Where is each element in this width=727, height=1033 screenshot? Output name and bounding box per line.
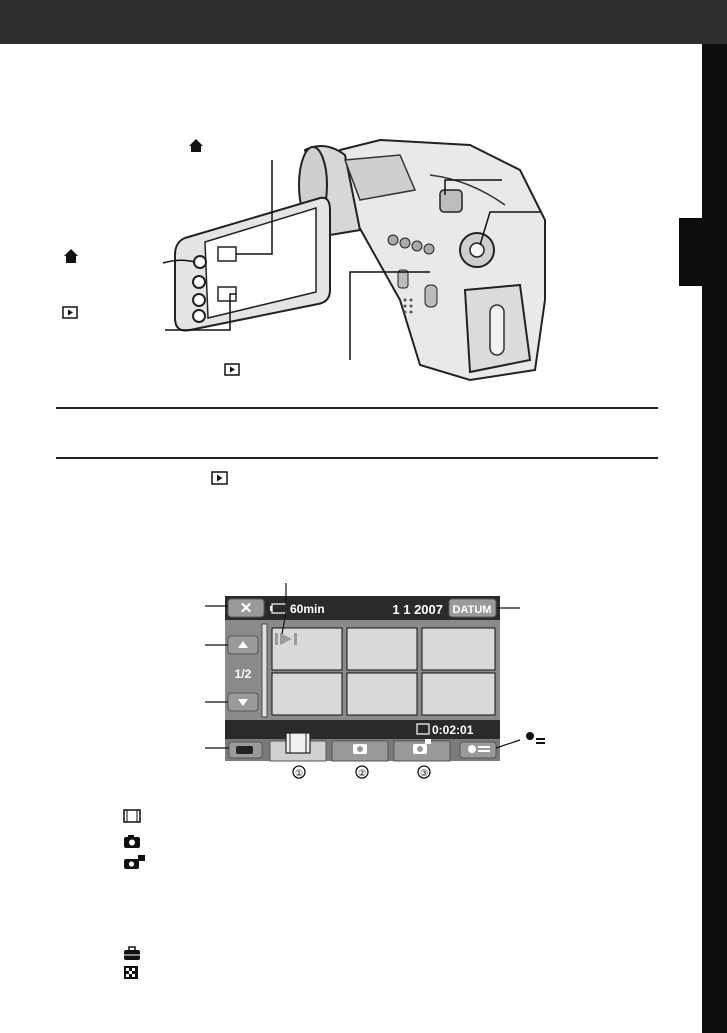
svg-text:③: ③ [419, 768, 429, 778]
time-counter: 0:02:01 [432, 723, 474, 737]
svg-text:②: ② [357, 768, 367, 778]
camera-icon [122, 833, 142, 849]
option-icon [468, 745, 476, 753]
checker-grid-icon [122, 964, 142, 980]
thumbnail[interactable] [422, 628, 495, 670]
film-icon [122, 808, 142, 824]
camera-mode-icon [236, 746, 253, 754]
toolbox-icon [122, 945, 142, 961]
scroll-bar[interactable] [262, 624, 267, 717]
page-indicator: 1/2 [234, 667, 252, 681]
close-icon: ✕ [239, 600, 253, 617]
camera-memory-icon [122, 854, 146, 870]
last-played-marker-icon [275, 633, 278, 645]
thumbnail[interactable] [272, 673, 342, 715]
thumbnail[interactable] [347, 628, 417, 670]
datum-button-label: DATUM [452, 604, 492, 616]
thumbnail[interactable] [347, 673, 417, 715]
thumbnail[interactable] [422, 673, 495, 715]
option-icon [526, 732, 534, 740]
svg-text:①: ① [294, 768, 304, 778]
battery-remaining: 60min [290, 602, 325, 616]
date-display: 1 1 2007 [392, 602, 443, 617]
